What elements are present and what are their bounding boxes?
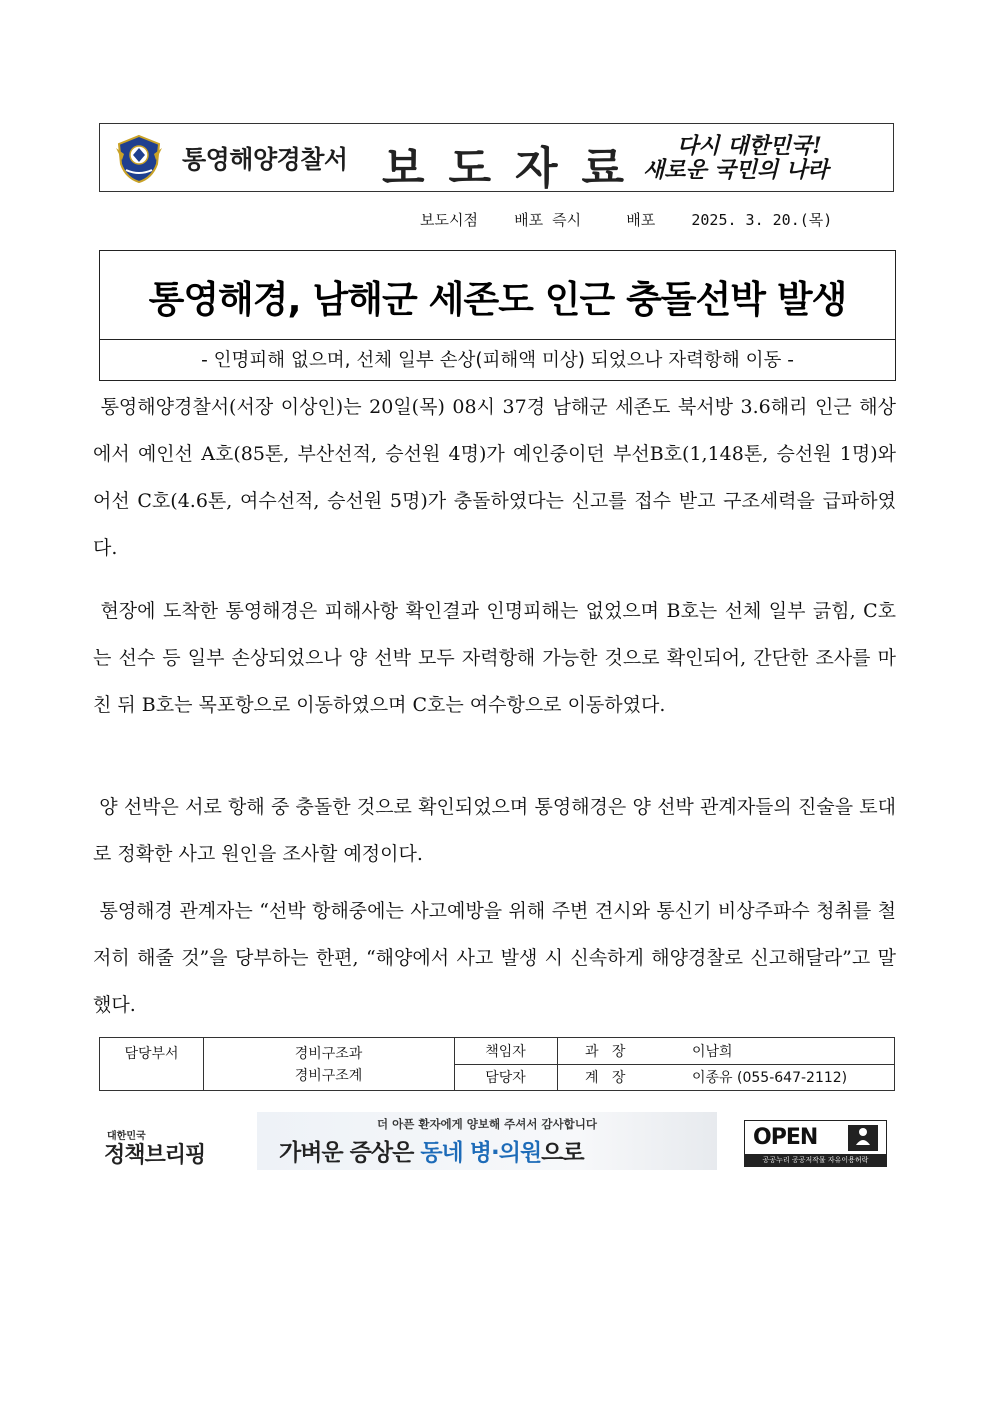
dept-line-2: 경비구조계 — [294, 1068, 363, 1084]
banner-top-text: 더 아픈 환자에게 양보해 주셔서 감사합니다 — [377, 1117, 597, 1131]
body-paragraph-2-text: 현장에 도착한 통영해경은 피해사항 확인결과 인명피해는 없었으며 B호는 선체 일부 긁힘, C호는 선수 등 일부 손상되었으나 양 선박 모두 자력항해 가능한 것으로 확인되어, 간단한 조사를 마친 뒤 B호는 목포항으로 이동하였으며 C호는 여수항으로 이동하였다. — [93, 600, 896, 716]
body-paragraph-1 — [93, 384, 896, 572]
body-paragraph-4 — [93, 888, 896, 1029]
attribution-person-icon — [848, 1125, 878, 1151]
coast-guard-emblem-icon — [114, 134, 164, 184]
open-logo-text: OPEN — [753, 1125, 818, 1150]
banner-main-a: 가벼운 증상은 — [279, 1140, 421, 1166]
table-divider — [454, 1064, 894, 1065]
dept-label: 담당부서 — [124, 1046, 179, 1062]
body-paragraph-2 — [93, 588, 896, 729]
row2-title: 계 장 — [585, 1070, 626, 1086]
row1-name: 이남희 — [692, 1044, 733, 1060]
row2-role: 담당자 — [485, 1070, 526, 1086]
release-time-label: 보도시점 — [420, 211, 478, 229]
release-date-label: 배포 — [626, 211, 656, 229]
title-box — [99, 250, 896, 381]
campaign-banner — [257, 1112, 717, 1170]
banner-main-b: 동네 병·의원 — [420, 1140, 542, 1166]
release-info — [420, 209, 832, 230]
press-release-title: 보도자료 — [382, 143, 649, 194]
slogan — [643, 134, 878, 182]
subtitle: - 인명피해 없으며, 선체 일부 손상(피해액 미상) 되었으나 자력항해 이동 - — [201, 350, 794, 371]
contact-table — [99, 1037, 895, 1091]
open-strip-text: 공공누리 공공저작물 자유이용허락 — [745, 1154, 886, 1166]
kogl-open-badge — [744, 1120, 887, 1167]
banner-main-c: 으로 — [541, 1140, 584, 1166]
banner-main-text — [279, 1134, 584, 1167]
policy-briefing-logo: 정책브리핑 — [104, 1143, 206, 1168]
org-name: 통영해양경찰서 — [182, 145, 348, 174]
slogan-line-2: 새로운 국민의 나라 — [643, 157, 829, 183]
body-paragraph-3 — [93, 784, 896, 878]
row1-title: 과 장 — [585, 1044, 626, 1060]
body-paragraph-3-text: 양 선박은 서로 항해 중 충돌한 것으로 확인되었으며 통영해경은 양 선박 관계자들의 진술을 토대로 정확한 사고 원인을 조사할 예정이다. — [93, 796, 896, 865]
release-time-value: 배포 즉시 — [514, 211, 582, 229]
body-paragraph-4-text: 통영해경 관계자는 “선박 항해중에는 사고예방을 위해 주변 견시와 통신기 비상주파수 청취를 철저히 해줄 것”을 당부하는 한편, “해양에서 사고 발생 시 신속하게 해양경찰로 신고해달라”고 말했다. — [93, 900, 896, 1016]
title-divider — [100, 339, 895, 340]
row2-name: 이종유 (055-647-2112) — [692, 1070, 848, 1086]
body-paragraph-1-text: 통영해양경찰서(서장 이상인)는 20일(목) 08시 37경 남해군 세존도 북서방 3.6해리 인근 해상에서 예인선 A호(85톤, 부산선적, 승선원 4명)가 예인중이던 부선B호(1,148톤, 승선원 1명)와 어선 C호(4.6톤, 여수선적, 승선원 5명)가 충돌하였다는 신고를 접수 받고 구조세력을 급파하였다. — [93, 396, 896, 559]
slogan-line-1: 다시 대한민국! — [677, 133, 822, 159]
brand-small-text: 대한민국 — [107, 1131, 146, 1142]
headline: 통영해경, 남해군 세존도 인근 충돌선박 발생 — [148, 278, 847, 321]
release-date-value: 2025. 3. 20.(목) — [691, 211, 833, 229]
row1-role: 책임자 — [485, 1044, 526, 1060]
press-header — [99, 123, 894, 192]
dept-line-1: 경비구조과 — [294, 1046, 363, 1062]
